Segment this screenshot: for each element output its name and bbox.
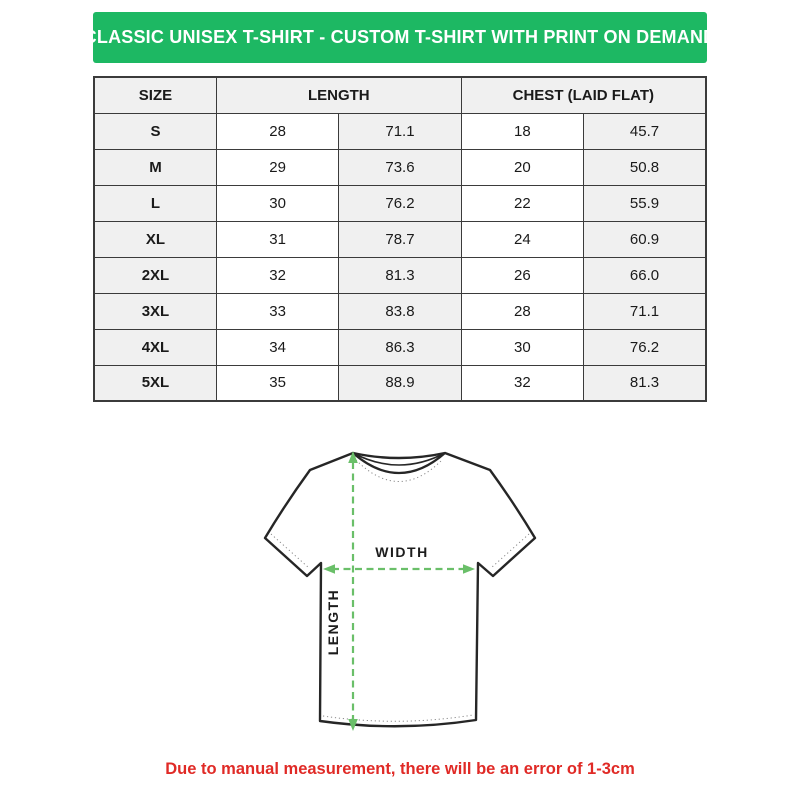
page-title: CLASSIC UNISEX T-SHIRT - CUSTOM T-SHIRT WITH PRINT ON DEMAND [83,27,717,47]
table-row [94,293,706,329]
chest-in-cell: 24 [461,221,583,257]
length-cm-cell: 73.6 [339,149,461,185]
title-banner [83,12,717,63]
chest-in-cell: 28 [461,293,583,329]
table-row [94,257,706,293]
tshirt-measurement-diagram [250,435,550,755]
chest-in-cell: 26 [461,257,583,293]
chest-in-cell: 18 [461,113,583,149]
length-cm-cell: 81.3 [339,257,461,293]
length-cm-cell: 76.2 [339,185,461,221]
chest-cm-cell: 71.1 [584,293,706,329]
chest-cm-cell: 76.2 [584,329,706,365]
col-header-length: LENGTH [216,77,461,113]
length-cm-cell: 86.3 [339,329,461,365]
chest-in-cell: 20 [461,149,583,185]
length-in-cell: 31 [216,221,338,257]
chest-cm-cell: 50.8 [584,149,706,185]
size-cell: 2XL [94,257,216,293]
size-cell: 4XL [94,329,216,365]
table-row [94,149,706,185]
length-in-cell: 29 [216,149,338,185]
chest-cm-cell: 45.7 [584,113,706,149]
length-label: LENGTH [325,588,341,656]
table-row [94,221,706,257]
col-header-chest: CHEST (LAID FLAT) [461,77,706,113]
length-in-cell: 33 [216,293,338,329]
size-cell: 5XL [94,365,216,401]
length-cm-cell: 83.8 [339,293,461,329]
chest-cm-cell: 55.9 [584,185,706,221]
length-in-cell: 32 [216,257,338,293]
size-cell: XL [94,221,216,257]
size-table [93,76,707,402]
chest-in-cell: 30 [461,329,583,365]
table-row [94,329,706,365]
length-cm-cell: 78.7 [339,221,461,257]
size-cell: M [94,149,216,185]
length-in-cell: 30 [216,185,338,221]
length-in-cell: 34 [216,329,338,365]
length-cm-cell: 88.9 [339,365,461,401]
table-row [94,185,706,221]
size-cell: 3XL [94,293,216,329]
length-in-cell: 28 [216,113,338,149]
col-header-size: SIZE [94,77,216,113]
size-cell: L [94,185,216,221]
length-cm-cell: 71.1 [339,113,461,149]
table-header-row [94,77,706,113]
chest-cm-cell: 60.9 [584,221,706,257]
measurement-error-note: Due to manual measurement, there will be an error of 1-3cm [165,760,635,778]
table-row [94,113,706,149]
table-row [94,365,706,401]
tshirt-icon [250,435,550,755]
chest-in-cell: 22 [461,185,583,221]
chest-cm-cell: 81.3 [584,365,706,401]
chest-cm-cell: 66.0 [584,257,706,293]
size-cell: S [94,113,216,149]
chest-in-cell: 32 [461,365,583,401]
length-in-cell: 35 [216,365,338,401]
width-label: WIDTH [375,544,429,560]
